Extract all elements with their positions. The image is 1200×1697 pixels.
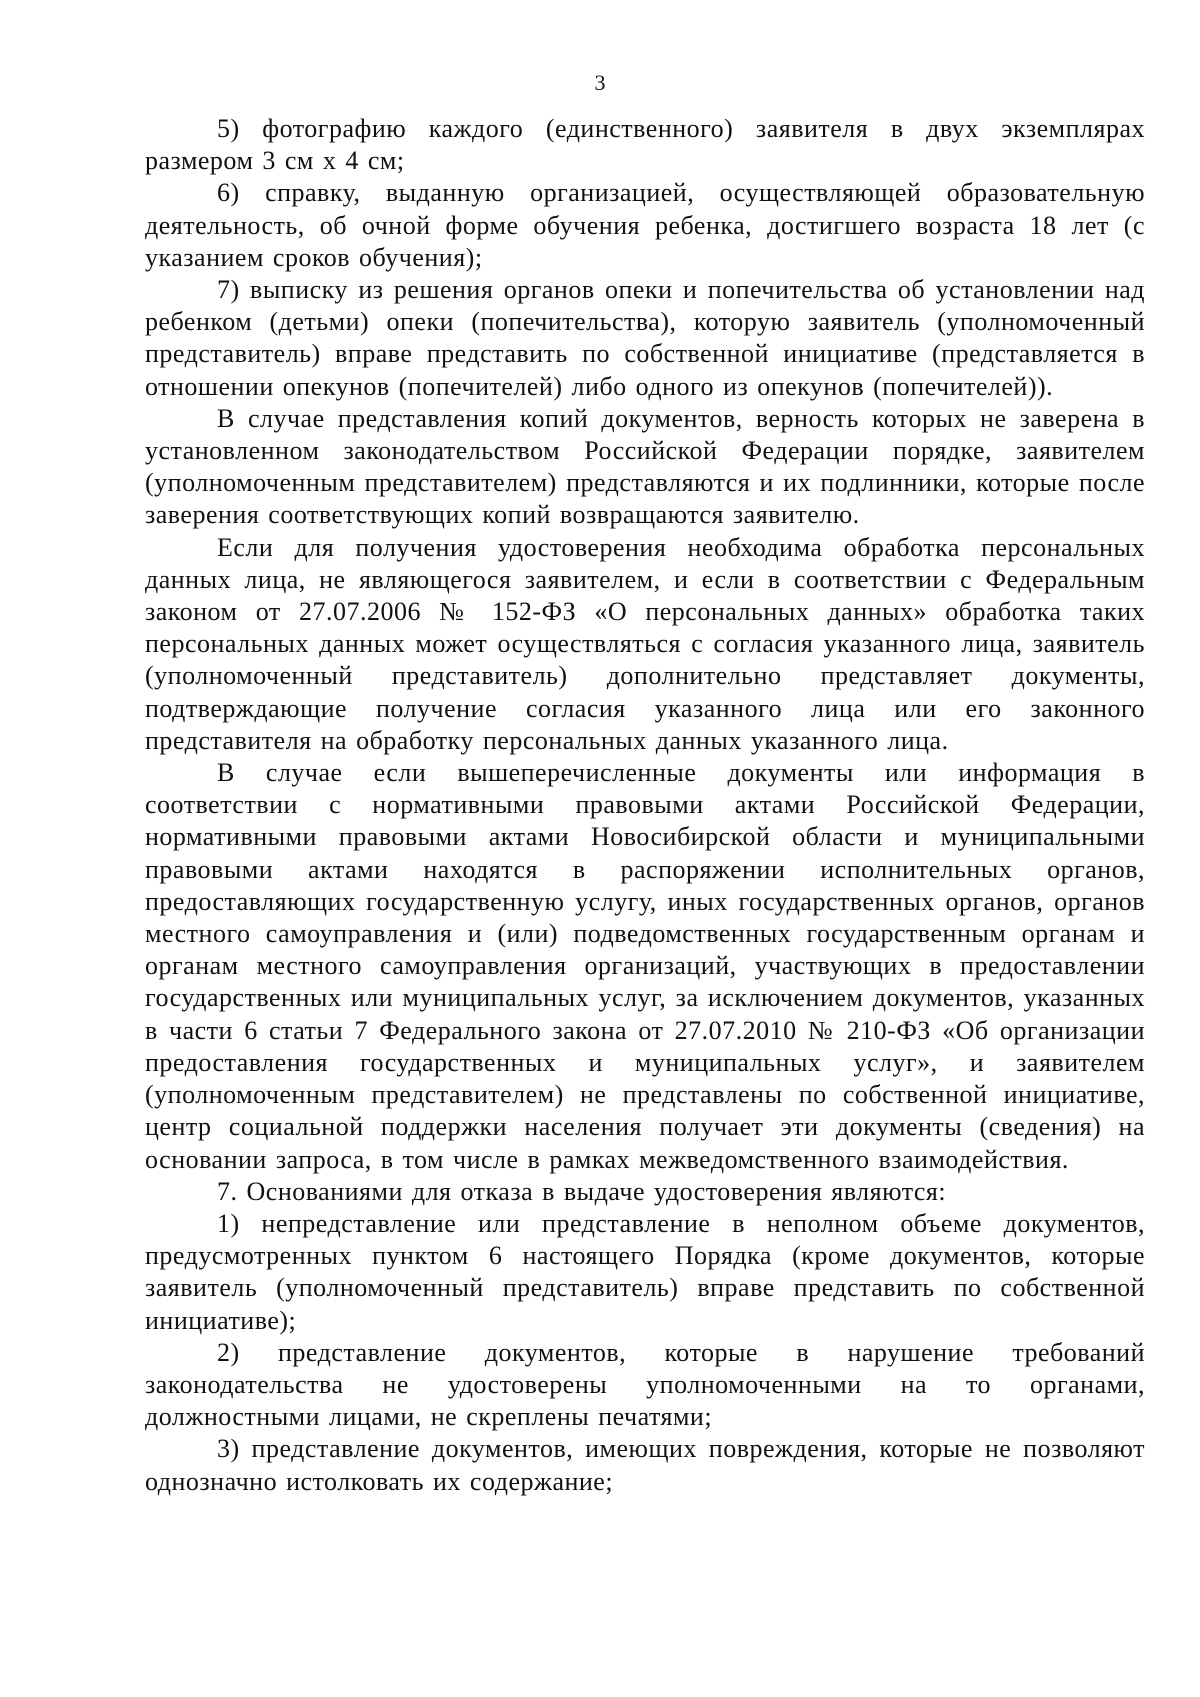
paragraph-refusal-item-1: 1) непредставление или представление в неполном объеме документов, предусмотренных пунктом 6 настоящего Порядка (кроме документов, которые заявитель (уполномоченный представитель) вправе представить по собственной инициативе); bbox=[145, 1208, 1145, 1335]
paragraph-copies-verification: В случае представления копий документов, верность которых не заверена в установленном законодательством Российской Федерации порядке, заявителем (уполномоченным представителем) представляются и их подлинники, которые после заверения соответствующих копий возвращаются заявителю. bbox=[145, 403, 1145, 530]
document-body bbox=[145, 113, 1145, 1498]
paragraph-refusal-item-3: 3) представление документов, имеющих повреждения, которые не позволяют однозначно истолковать их содержание; bbox=[145, 1434, 1145, 1496]
paragraph-item-6-study-certificate: 6) справку, выданную организацией, осуществляющей образовательную деятельность, об очной форме обучения ребенка, достигшего возраста 18 лет (с указанием сроков обучения); bbox=[145, 178, 1145, 272]
paragraph-item-5-photo: 5) фотографию каждого (единственного) заявителя в двух экземплярах размером 3 см х 4 см; bbox=[145, 114, 1145, 176]
paragraph-section-7-heading: 7. Основаниями для отказа в выдаче удостоверения являются: bbox=[217, 1176, 947, 1206]
page-number: 3 bbox=[594, 70, 606, 95]
paragraph-interagency-requests: В случае если вышеперечисленные документы или информация в соответствии с нормативными правовыми актами Российской Федерации, нормативными правовыми актами Новосибирской области и муниципальными правовыми актами находятся в распоряжении исполнительных органов, предоставляющих государственную услугу, иных государственных органов, органов местного самоуправления и (или) подведомственных государственным органам и органам местного самоуправления организаций, участвующих в предоставлении государственных или муниципальных услуг, за исключением документов, указанных в части 6 статьи 7 Федерального закона от 27.07.2010 № 210-ФЗ «Об организации предоставления государственных и муниципальных услуг», и заявителем (уполномоченным представителем) не представлены по собственной инициативе, центр социальной поддержки населения получает эти документы (сведения) на основании запроса, в том числе в рамках межведомственного взаимодействия. bbox=[145, 758, 1145, 1174]
paragraph-refusal-item-2: 2) представление документов, которые в нарушение требований законодательства не удостоверены уполномоченными на то органами, должностными лицами, не скреплены печатями; bbox=[145, 1337, 1145, 1432]
paragraph-personal-data-consent: Если для получения удостоверения необходима обработка персональных данных лица, не являющегося заявителем, и если в соответствии с Федеральным законом от 27.07.2006 № 152-ФЗ «О персональных данных» обработка таких персональных данных может осуществляться с согласия указанного лица, заявитель (уполномоченный представитель) дополнительно представляет документы, подтверждающие получение согласия указанного лица или его законного представителя на обработку персональных данных указанного лица. bbox=[145, 532, 1145, 755]
paragraph-item-7-guardianship-extract: 7) выписку из решения органов опеки и попечительства об установлении над ребенком (детьми) опеки (попечительства), которую заявитель (уполномоченный представитель) вправе представить по собственной инициативе (представляется в отношении опекунов (попечителей) либо одного из опекунов (попечителей)). bbox=[145, 275, 1145, 401]
